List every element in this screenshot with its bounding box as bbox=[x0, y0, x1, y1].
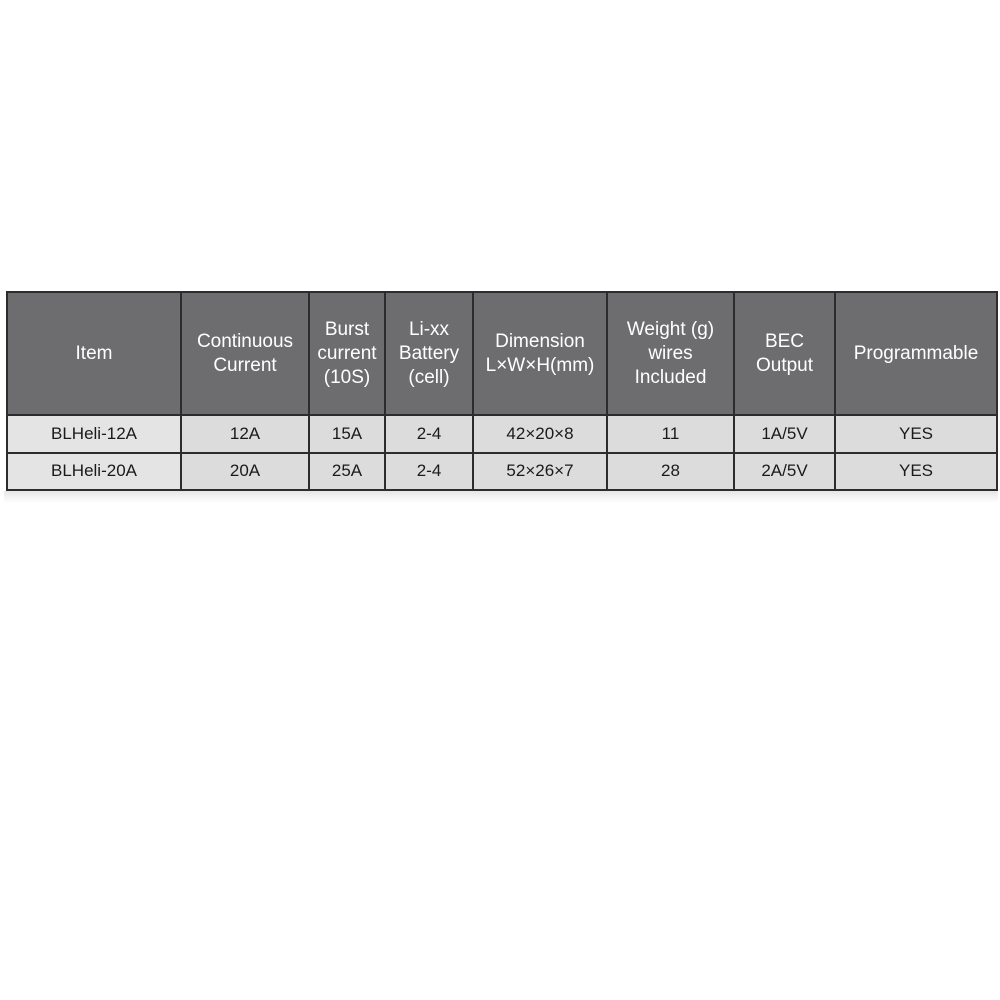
header-programmable: Programmable bbox=[835, 292, 997, 415]
table-cell-item: BLHeli-20A bbox=[7, 453, 181, 491]
table-cell-continuous-current: 20A bbox=[181, 453, 309, 491]
table-cell-weight: 28 bbox=[607, 453, 734, 491]
table-cell-item: BLHeli-12A bbox=[7, 415, 181, 453]
header-burst-current: Burst current (10S) bbox=[309, 292, 385, 415]
spec-table bbox=[6, 291, 998, 491]
table-shadow bbox=[4, 491, 998, 503]
header-dimension: Dimension L×W×H(mm) bbox=[473, 292, 607, 415]
spec-table-container bbox=[6, 291, 996, 491]
table-cell-battery: 2-4 bbox=[385, 453, 473, 491]
table-cell-dimension: 52×26×7 bbox=[473, 453, 607, 491]
table-cell-burst-current: 25A bbox=[309, 453, 385, 491]
header-continuous-current: Continuous Current bbox=[181, 292, 309, 415]
table-cell-burst-current: 15A bbox=[309, 415, 385, 453]
header-battery: Li-xx Battery (cell) bbox=[385, 292, 473, 415]
table-cell-battery: 2-4 bbox=[385, 415, 473, 453]
header-item: Item bbox=[7, 292, 181, 415]
table-row bbox=[7, 415, 997, 453]
table-row bbox=[7, 453, 997, 491]
header-bec-output: BEC Output bbox=[734, 292, 835, 415]
header-weight: Weight (g) wires Included bbox=[607, 292, 734, 415]
table-cell-weight: 11 bbox=[607, 415, 734, 453]
table-cell-dimension: 42×20×8 bbox=[473, 415, 607, 453]
header-row bbox=[7, 292, 997, 415]
table-cell-programmable: YES bbox=[835, 453, 997, 491]
table-cell-continuous-current: 12A bbox=[181, 415, 309, 453]
table-cell-bec-output: 1A/5V bbox=[734, 415, 835, 453]
table-cell-bec-output: 2A/5V bbox=[734, 453, 835, 491]
table-cell-programmable: YES bbox=[835, 415, 997, 453]
